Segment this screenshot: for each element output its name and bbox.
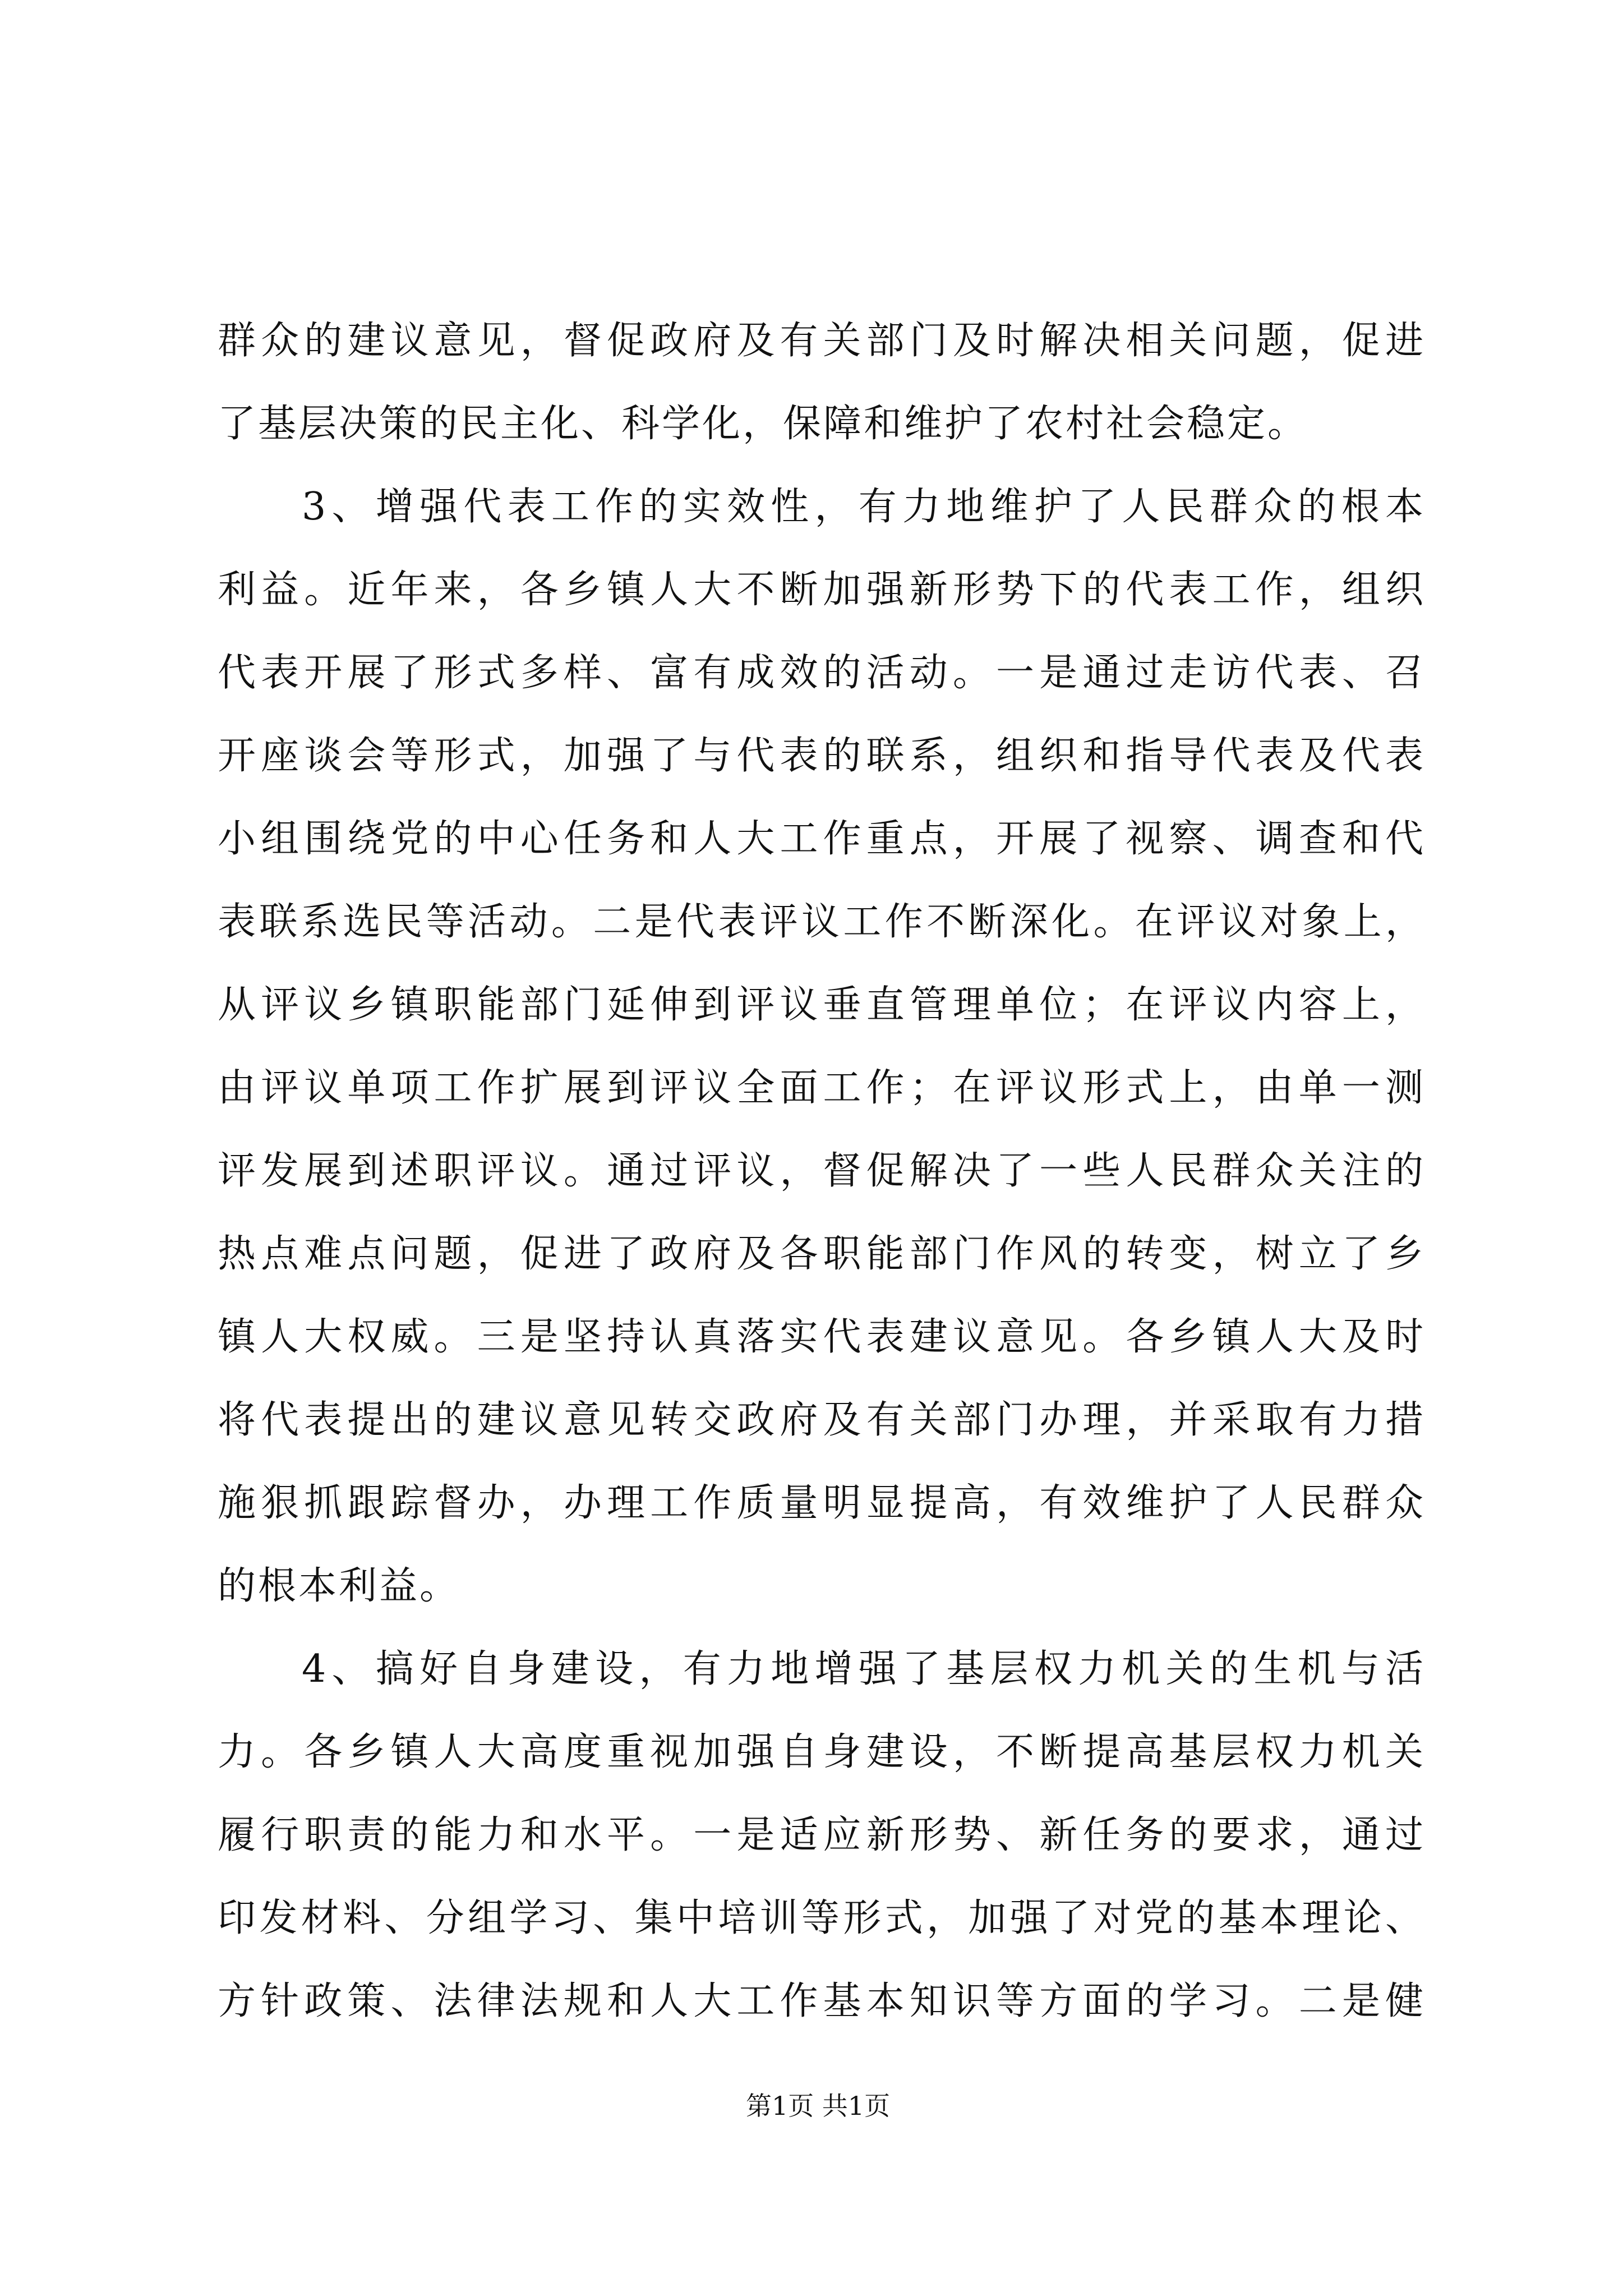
text-line: 将代表提出的建议意见转交政府及有关部门办理，并采取有力措 xyxy=(218,1398,1426,1442)
text-line: 评发展到述职评议。通过评议，督促解决了一些人民群众关注的 xyxy=(218,1149,1426,1193)
text-line: 履行职责的能力和水平。一是适应新形势、新任务的要求，通过 xyxy=(218,1813,1426,1857)
paragraph xyxy=(218,300,1426,466)
text-line: 的根本利益。 xyxy=(218,1564,460,1608)
text-line: 3、增强代表工作的实效性，有力地维护了人民群众的根本 xyxy=(302,485,1426,529)
page-footer xyxy=(746,2088,981,2124)
text-line: 群众的建议意见，督促政府及有关部门及时解决相关问题，促进 xyxy=(218,319,1426,363)
text-line: 代表开展了形式多样、富有成效的活动。一是通过走访代表、召 xyxy=(218,651,1426,695)
page-number-label: 第1页 共1页 xyxy=(746,2091,891,2121)
text-line: 利益。近年来，各乡镇人大不断加强新形势下的代表工作，组织 xyxy=(218,568,1426,612)
text-line: 小组围绕党的中心任务和人大工作重点，开展了视察、调查和代 xyxy=(218,817,1426,861)
paragraph xyxy=(218,1628,1426,2043)
text-line: 印发材料、分组学习、集中培训等形式，加强了对党的基本理论、 xyxy=(218,1896,1426,1940)
paragraph xyxy=(218,466,1426,1628)
text-line: 开座谈会等形式，加强了与代表的联系，组织和指导代表及代表 xyxy=(218,734,1426,778)
text-line: 方针政策、法律法规和人大工作基本知识等方面的学习。二是健 xyxy=(218,1979,1426,2023)
text-line: 4、搞好自身建设，有力地增强了基层权力机关的生机与活 xyxy=(302,1647,1426,1691)
text-line: 由评议单项工作扩展到评议全面工作；在评议形式上，由单一测 xyxy=(218,1066,1426,1110)
body-text xyxy=(218,300,1426,2043)
text-line: 力。各乡镇人大高度重视加强自身建设，不断提高基层权力机关 xyxy=(218,1730,1426,1774)
text-line: 镇人大权威。三是坚持认真落实代表建议意见。各乡镇人大及时 xyxy=(218,1315,1426,1359)
text-line: 热点难点问题，促进了政府及各职能部门作风的转变，树立了乡 xyxy=(218,1232,1426,1276)
text-line: 从评议乡镇职能部门延伸到评议垂直管理单位；在评议内容上， xyxy=(218,983,1426,1027)
text-line: 施狠抓跟踪督办，办理工作质量明显提高，有效维护了人民群众 xyxy=(218,1481,1426,1525)
text-line: 表联系选民等活动。二是代表评议工作不断深化。在评议对象上， xyxy=(218,900,1426,944)
text-line: 了基层决策的民主化、科学化，保障和维护了农村社会稳定。 xyxy=(218,402,1308,446)
